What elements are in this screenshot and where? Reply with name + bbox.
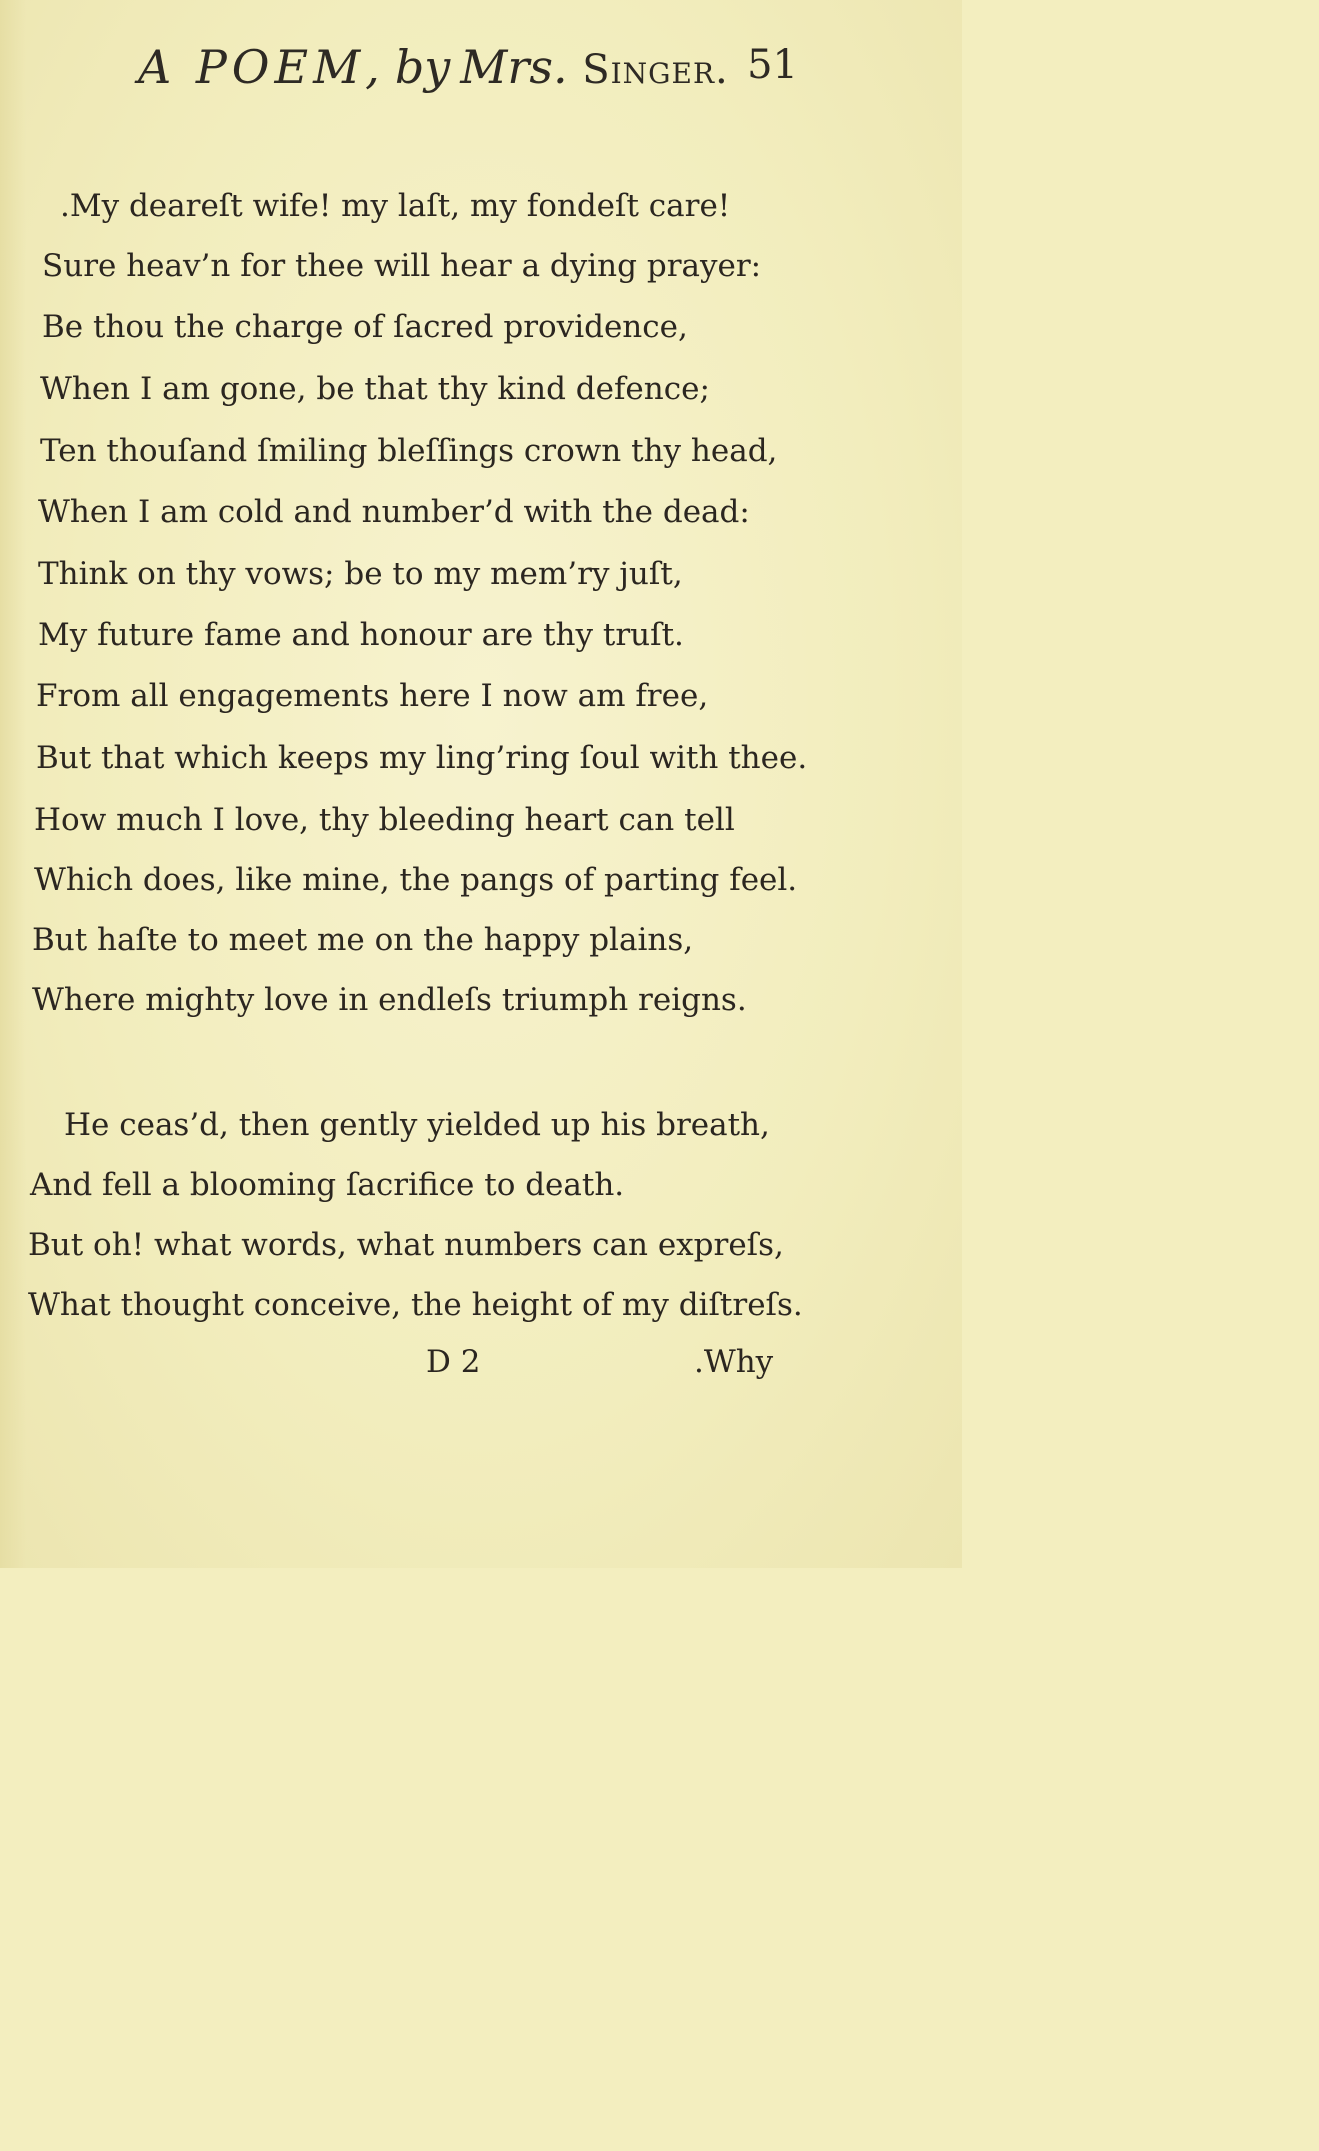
running-head [138, 40, 798, 110]
verse-line: But oh! what words, what numbers can expreſs, [28, 1227, 784, 1263]
running-head-by: by [394, 40, 451, 94]
verse-line: He ceas’d, then gently yielded up his breath, [64, 1107, 770, 1143]
verse-line: Be thou the charge of ſacred providence, [42, 309, 688, 345]
verse-line: How much I love, thy bleeding heart can tell [34, 802, 735, 838]
verse-line: From all engagements here I now am free, [36, 678, 709, 714]
verse-line: My future fame and honour are thy truſt. [38, 617, 684, 653]
running-head-title: A POEM, [138, 40, 385, 94]
verse-line: What thought conceive, the height of my diſtreſs. [28, 1287, 803, 1323]
verse-line: Which does, like mine, the pangs of parting feel. [34, 862, 798, 898]
signature-mark: D 2 [426, 1344, 481, 1380]
verse-line: .My deareſt wife! my laſt, my fondeſt care! [60, 188, 731, 224]
running-head-author: Singer. [582, 47, 729, 93]
verse-line: Where mighty love in endleſs triumph reigns. [32, 982, 747, 1018]
catchword: .Why [694, 1344, 774, 1380]
verse-line: Ten thouſand ſmiling bleſſings crown thy head, [40, 433, 778, 469]
verse-line: When I am gone, be that thy kind defence; [40, 371, 710, 407]
running-head-mrs: Mrs. [460, 40, 568, 94]
page-number: 51 [747, 42, 798, 88]
verse-line: When I am cold and number’d with the dead: [38, 494, 750, 530]
verse-line: And fell a blooming ſacrifice to death. [30, 1167, 625, 1203]
verse-line: Think on thy vows; be to my mem’ry juſt, [38, 556, 683, 592]
verse-line: Sure heav’n for thee will hear a dying prayer: [42, 248, 762, 284]
verse-line: But haſte to meet me on the happy plains, [32, 922, 694, 958]
verse-line: But that which keeps my ling’ring ſoul with thee. [36, 740, 808, 776]
